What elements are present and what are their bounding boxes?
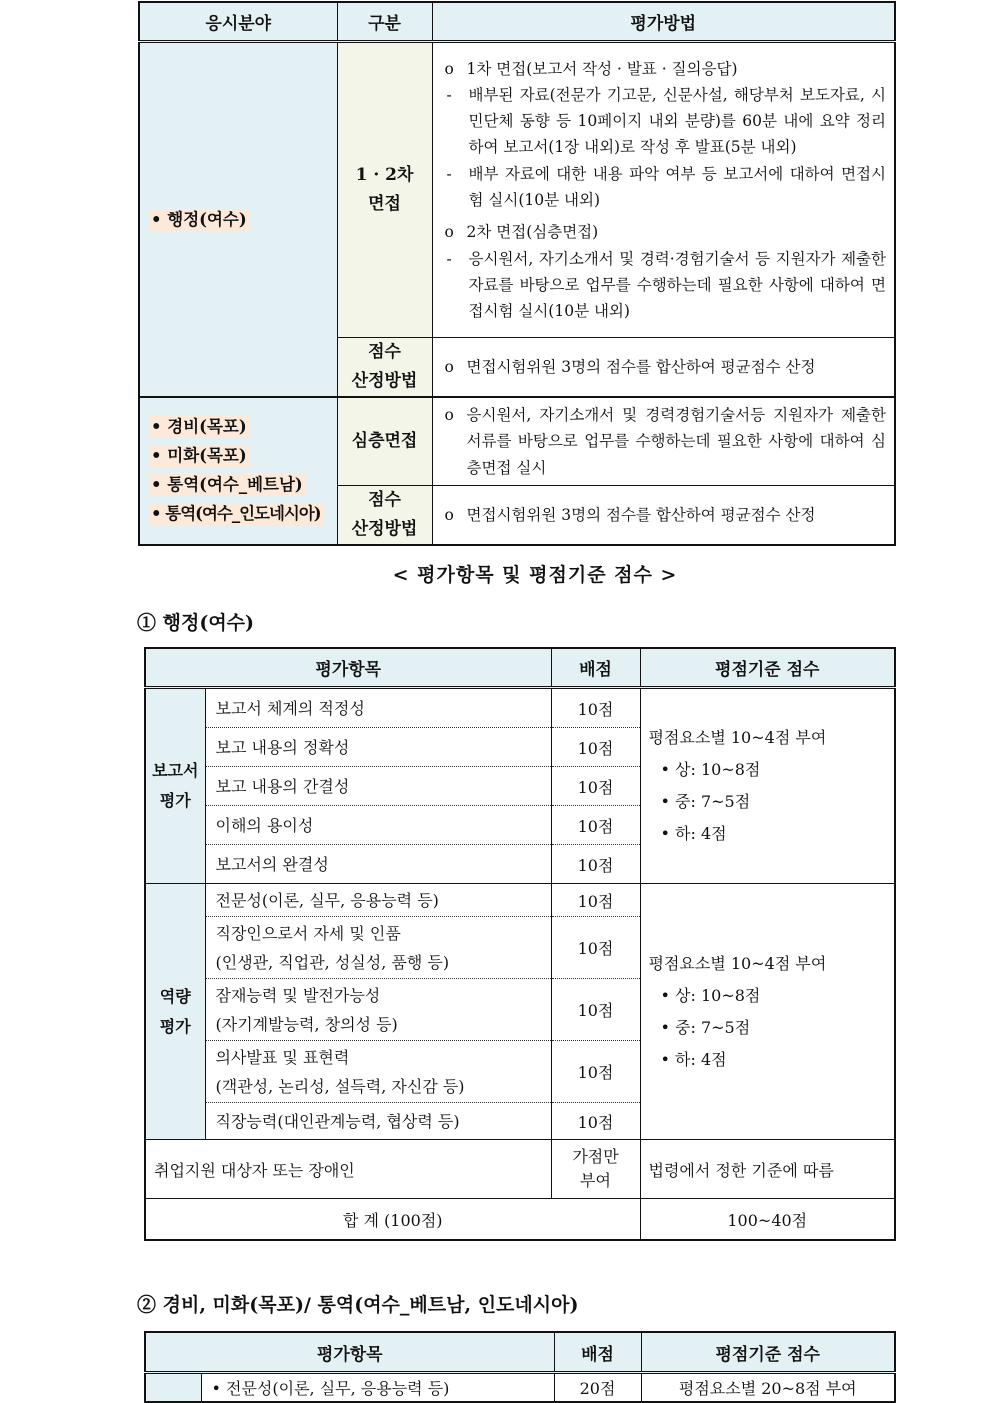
circle-bullet-icon: o [444,223,454,242]
header-method: 평가방법 [432,2,895,42]
method-subitem [445,82,887,161]
item-cell [205,917,551,979]
method-text: 2차 면접(심층면접) [466,223,599,242]
category-cell [145,1373,201,1403]
criteria-level: • 상: 10~8점 [660,985,761,1005]
total-criteria-cell: 100~40점 [640,1199,895,1241]
header-item: 평가항목 [145,1332,554,1373]
criteria-cell [640,688,895,884]
section-main-title: < 평가항목 및 평점기준 점수 > [392,564,678,586]
method-cell [432,42,895,338]
dash-bullet-icon: - [446,164,452,183]
section-2-title: ② 경비, 미화(목포)/ 통역(여수_베트남, 인도네시아) [137,1294,579,1316]
table-header-row [145,1332,895,1373]
table-row [145,688,895,728]
field-label: • 미화(목포) [151,446,247,466]
item-line: (객관성, 논리성, 설득력, 자신감 등) [215,1076,465,1096]
item-line: 의사발표 및 표현력 [215,1047,350,1067]
points-cell: 10점 [551,1103,640,1140]
category-cell [145,688,205,884]
circle-bullet-icon: o [444,357,454,376]
circle-bullet-icon: o [444,59,454,78]
method-subtext: 배부된 자료(전문가 기고문, 신문사설, 해당부처 보도자료, 시민단체 동향 등 10페이지 내외 분량)를 60분 내에 요약 정리하여 보고서(1장 내외)로 작성 후 발표(5분 내외) [468,85,886,157]
extra-item-cell: 취업지원 대상자 또는 장애인 [145,1140,551,1199]
criteria-level: • 하: 4점 [660,824,727,843]
field-label: • 경비(목포) [151,417,247,437]
method-item [445,502,887,528]
method-subitem [445,161,887,214]
category-cell [145,884,205,1140]
item-cell [205,979,551,1041]
field-cell-admin [139,42,337,398]
category-line: 역량 [159,986,191,1006]
item-cell: • 전문성(이론, 실무, 응용능력 등) [201,1373,554,1403]
item-cell: 이해의 용이성 [205,806,551,845]
kind-cell [337,397,432,485]
kind-line: 면접 [368,194,401,214]
item-line: (인생관, 직업관, 성실성, 품행 등) [215,952,450,972]
kind-line: 산정방법 [351,371,418,391]
method-item [445,402,887,481]
item-cell: 보고 내용의 간결성 [205,767,551,806]
table-row [145,1140,895,1199]
criteria-level: • 중: 7~5점 [660,1017,751,1037]
category-line: 평가 [159,791,191,810]
field-cell-others [139,397,337,545]
exam-method-table [138,1,896,546]
item-line: (자기계발능력, 창의성 등) [215,1014,398,1034]
points-cell: 20점 [554,1373,641,1403]
item-cell: 보고 내용의 정확성 [205,728,551,767]
kind-line: 점수 [368,489,401,510]
table-header-row [145,648,895,688]
method-item [445,354,887,380]
kind-line: 심층면접 [351,430,418,451]
header-criteria: 평점기준 점수 [641,1332,895,1373]
header-kind: 구분 [337,2,432,42]
item-line: 직장인으로서 자세 및 인품 [215,923,401,943]
method-text: 1차 면접(보고서 작성 · 발표 · 질의응답) [466,59,738,78]
method-subtext: 응시원서, 자기소개서 및 경력·경험기술서 등 지원자가 제출한 자료를 바탕으로 업무를 수행하는데 필요한 사항에 대하여 면접시험 실시(10분 내외) [468,249,886,321]
criteria-level: • 중: 7~5점 [660,792,751,811]
table-row [139,42,895,338]
circle-bullet-icon: o [444,406,454,424]
header-item: 평가항목 [145,648,551,688]
scoring-table-admin [144,647,896,1241]
method-item [445,56,887,82]
category-line: 평가 [159,1016,191,1036]
method-cell [432,338,895,398]
points-line: 가점만 [572,1147,619,1166]
criteria-cell: 평점요소별 20~8점 부여 [641,1373,895,1403]
points-cell: 10점 [551,917,640,979]
field-label: • 통역(여수_인도네시아) [151,504,321,524]
points-cell: 10점 [551,1041,640,1103]
method-text: 면접시험위원 3명의 점수를 합산하여 평균점수 산정 [466,357,816,376]
dash-bullet-icon: - [446,85,452,104]
item-cell: 보고서 체계의 적정성 [205,688,551,728]
kind-cell [337,42,432,338]
field-label: • 통역(여수_베트남) [151,475,303,495]
header-points: 배점 [554,1332,641,1373]
points-cell: 10점 [551,688,640,728]
header-points: 배점 [551,648,640,688]
item-cell: 보고서의 완결성 [205,845,551,884]
extra-criteria-cell: 법령에서 정한 기준에 따름 [640,1140,895,1199]
criteria-level: • 상: 10~8점 [660,760,761,779]
method-subitem [445,246,887,325]
points-cell: 10점 [551,767,640,806]
method-cell [432,397,895,485]
criteria-level: • 하: 4점 [660,1049,727,1069]
criteria-head: 평점요소별 10~4점 부여 [648,953,827,973]
item-cell: 전문성(이론, 실무, 응용능력 등) [205,884,551,917]
points-cell: 10점 [551,728,640,767]
dash-bullet-icon: - [446,249,452,268]
table-row [145,1199,895,1241]
points-cell: 10점 [551,884,640,917]
kind-line: 산정방법 [351,518,418,539]
table-row [145,884,895,917]
points-cell: 10점 [551,979,640,1041]
method-item [445,219,887,245]
points-line: 부여 [580,1171,611,1190]
circle-bullet-icon: o [444,505,454,524]
scoring-table-others [144,1331,896,1403]
item-cell [205,1041,551,1103]
table-row [145,1373,895,1403]
points-cell: 10점 [551,845,640,884]
header-field: 응시분야 [139,2,337,42]
category-line: 보고서 [152,761,199,780]
item-cell: 직장능력(대인관계능력, 협상력 등) [205,1103,551,1140]
kind-line: 점수 [368,342,401,362]
table-header-row [139,2,895,42]
header-criteria: 평점기준 점수 [640,648,895,688]
total-label-cell: 합 계 (100점) [145,1199,640,1241]
item-line: 잠재능력 및 발전가능성 [215,985,381,1005]
extra-points-cell [551,1140,640,1199]
field-label: • 행정(여수) [151,209,247,229]
criteria-cell [640,884,895,1140]
section-1-title: ① 행정(여수) [137,612,255,634]
method-cell [432,485,895,545]
kind-cell [337,338,432,398]
method-text: 응시원서, 자기소개서 및 경력경험기술서등 지원자가 제출한 서류를 바탕으로 업무를 수행하는데 필요한 사항에 대하여 심층면접 실시 [466,406,886,477]
method-subtext: 배부 자료에 대한 내용 파악 여부 등 보고서에 대하여 면접시험 실시(10분 내외) [468,164,886,209]
method-text: 면접시험위원 3명의 점수를 합산하여 평균점수 산정 [466,505,816,524]
points-cell: 10점 [551,806,640,845]
kind-cell [337,485,432,545]
criteria-head: 평점요소별 10~4점 부여 [648,728,827,747]
kind-line: 1 · 2차 [355,165,414,185]
table-row [139,397,895,485]
